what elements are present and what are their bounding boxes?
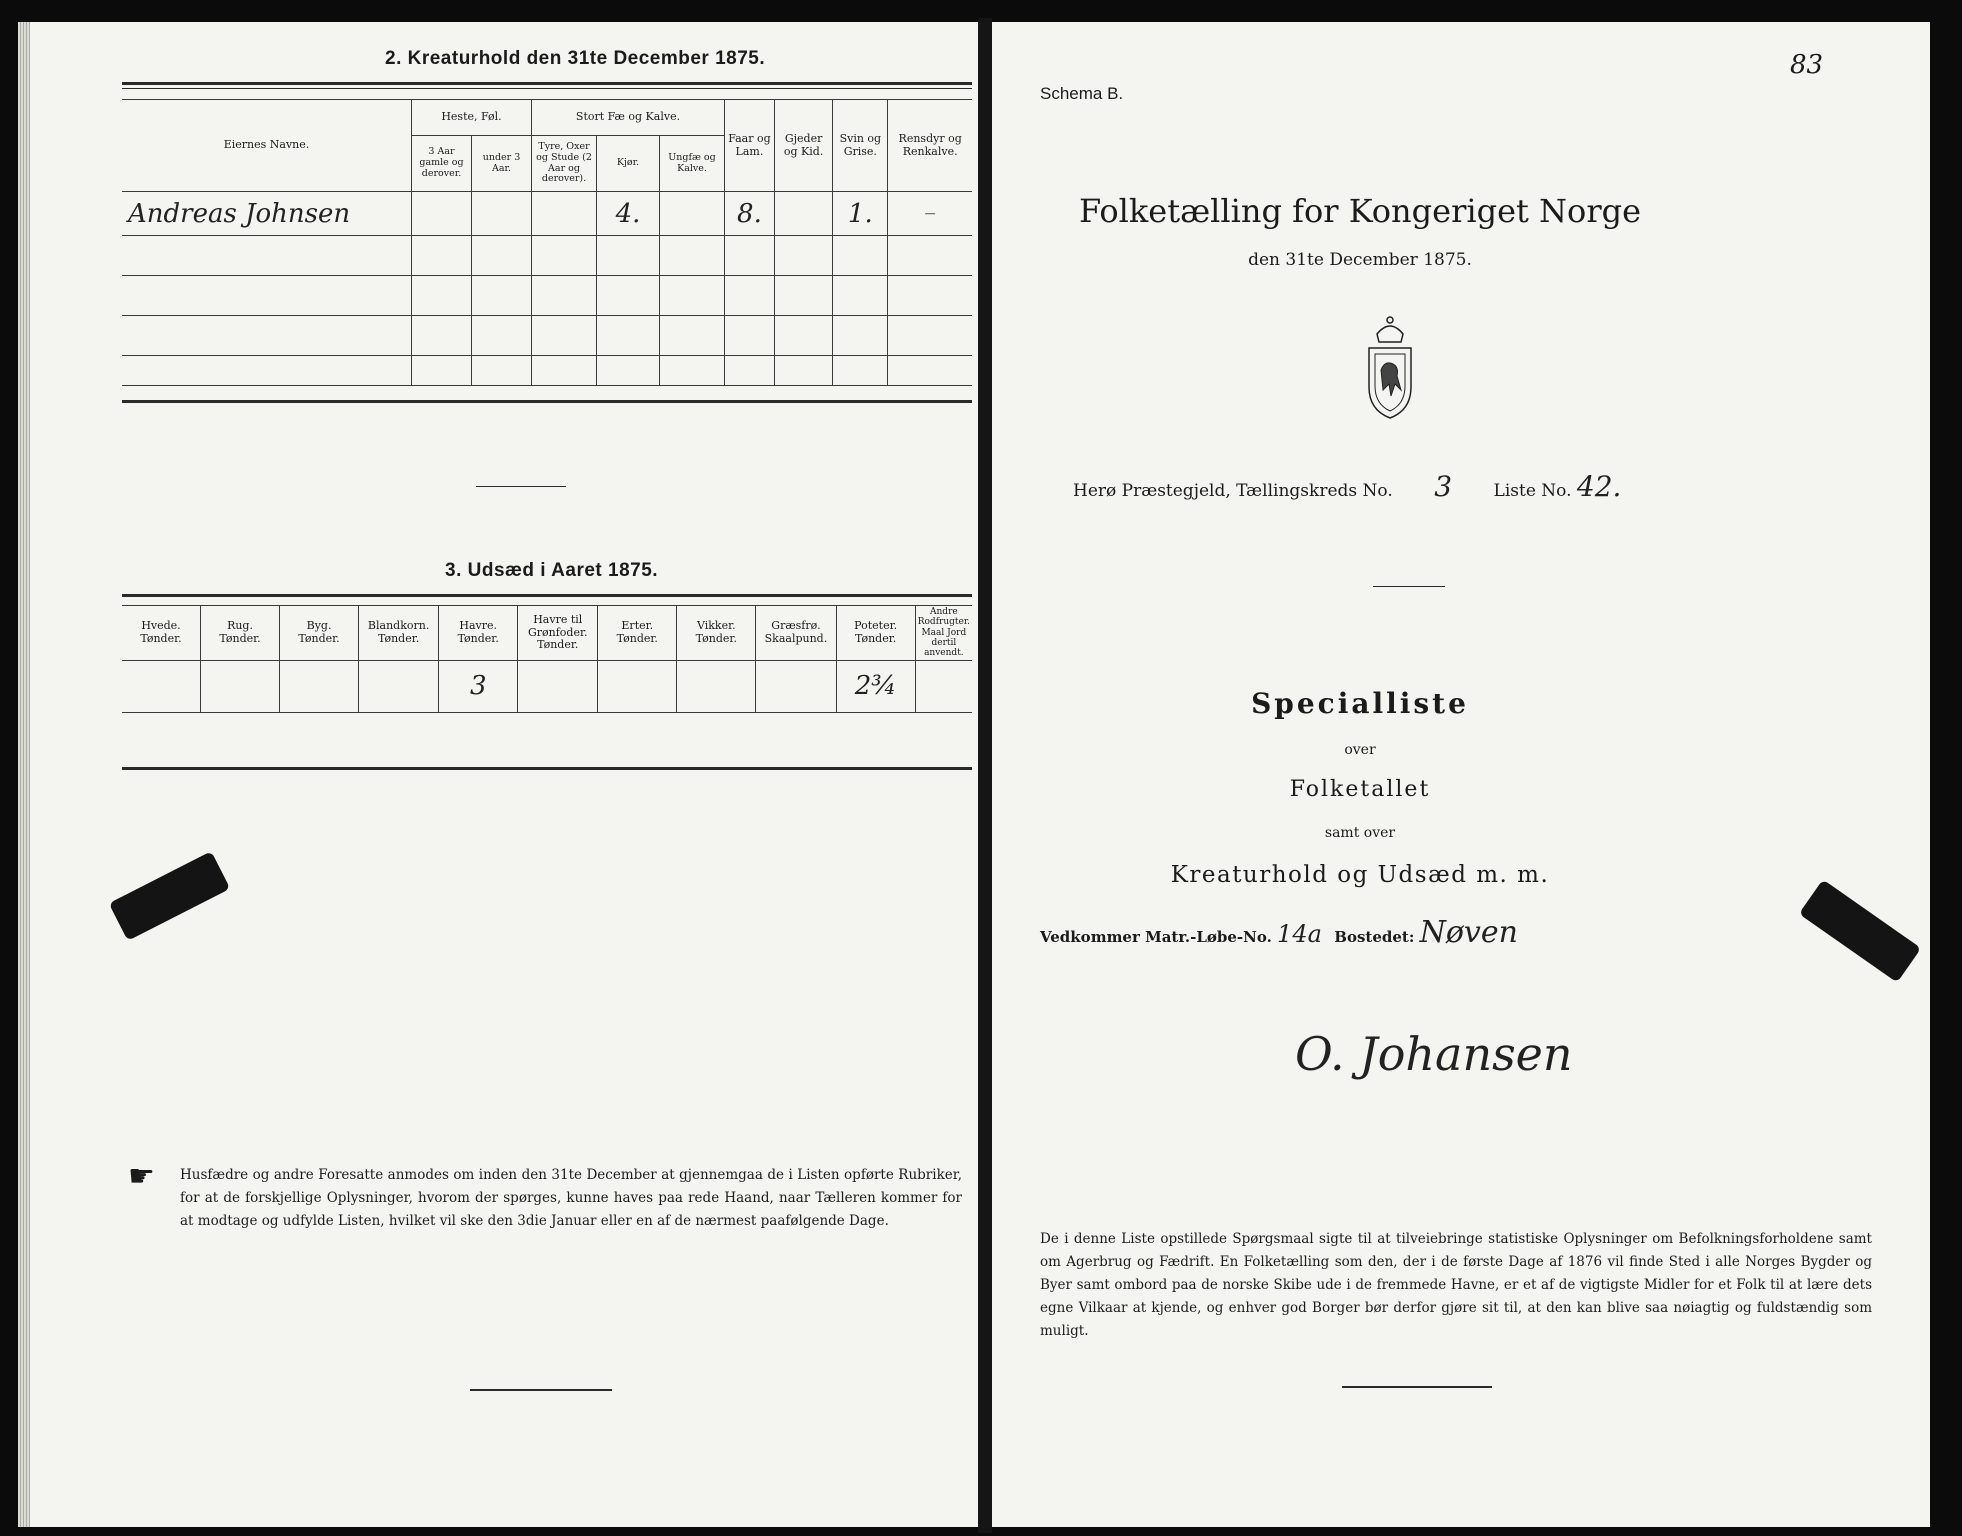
- specialliste-heading: Specialliste: [1251, 687, 1469, 720]
- col-rensdyr: Rensdyr og Renkalve.: [888, 100, 972, 192]
- title-divider: [1373, 586, 1445, 587]
- list-label: Liste No.: [1493, 481, 1572, 501]
- section-divider: [476, 486, 566, 487]
- list-number: 42.: [1576, 470, 1622, 503]
- seed-val-erter: [598, 660, 677, 712]
- col-gjeder: Gjeder og Kid.: [774, 100, 832, 192]
- seed-bottom-rule: [122, 767, 972, 770]
- census-date: den 31te December 1875.: [1248, 250, 1472, 270]
- seed-col-hvede: Hvede. Tønder.: [122, 606, 201, 661]
- cell-kjor: 4.: [597, 192, 660, 236]
- table-row: [122, 316, 972, 356]
- col-kjor: Kjør.: [597, 136, 660, 192]
- footer-text: De i denne Liste opstillede Spørgsmaal sigte til at tilveiebringe statistiske Oplysninger om Befolkningsforholdene samt om Agerbrug og Fædrift. En Folketælling som den, der i de første Dage af 1876 vil finde Sted i alle Norges Bygder og Byer samt ombord paa de norske Skibe ude i de fremmede Havne, er et af de vigtigste Midler for et Folk til at lære dets egne Vilkaar at kjende, og enhver god Borger bør derfor gjøre sit til, at den kan blive saa nøiagtig og fuldstændig som muligt.: [1040, 1231, 1872, 1339]
- section2-title: 2. Kreaturhold den 31te December 1875.: [385, 48, 766, 69]
- seed-val-andre: [915, 660, 972, 712]
- top-double-rule: [122, 82, 972, 85]
- seed-val-poteter: 2¾: [836, 660, 915, 712]
- livestock-bottom-rule: [122, 400, 972, 403]
- seed-val-graesfro: [756, 660, 836, 712]
- seed-val-hvede: [122, 660, 201, 712]
- seed-val-byg: [280, 660, 359, 712]
- district-label: Tællingskreds No.: [1236, 481, 1393, 501]
- cell-ungfae: [660, 192, 725, 236]
- signature: O. Johansen: [1295, 1027, 1573, 1081]
- notice-text: Husfædre og andre Foresatte anmodes om inden den 31te December at gjennemgaa de i Listen opførte Rubriker, for at de forskjellige Oplysninger, hvorom der spørges, kunne haves paa rede Haand, naar Tælleren kommer for at modtage og udfylde Listen, hvilket vil ske den 3die Januar eller en af de nærmest paafølgende Dage.: [180, 1167, 962, 1229]
- cell-heste-u3: [472, 192, 532, 236]
- matr-number: 14a: [1277, 920, 1322, 948]
- col-faar: Faar og Lam.: [725, 100, 775, 192]
- seed-col-andre: Andre Rodfrugter. Maal Jord dertil anvendt.: [915, 606, 972, 661]
- seed-col-vikker: Vikker. Tønder.: [677, 606, 756, 661]
- right-page: [990, 22, 1930, 1527]
- district-number: 3: [1434, 470, 1453, 503]
- matr-line: [1040, 915, 1518, 950]
- col-stort: Stort Fæ og Kalve.: [532, 100, 725, 136]
- section3-title: 3. Udsæd i Aaret 1875.: [445, 560, 659, 581]
- seed-col-byg: Byg. Tønder.: [280, 606, 359, 661]
- seed-val-blandkorn: [359, 660, 439, 712]
- folketallet-heading: Folketallet: [1289, 777, 1431, 802]
- seed-val-rug: [201, 660, 280, 712]
- table-row: [122, 236, 972, 276]
- col-owner: Eiernes Navne.: [122, 100, 412, 192]
- col-svin: Svin og Grise.: [833, 100, 888, 192]
- seed-top-rule: [122, 594, 972, 597]
- top-thin-rule: [122, 88, 972, 89]
- schema-label: Schema B.: [1040, 84, 1124, 103]
- livestock-table: [122, 99, 972, 386]
- cell-svin: 1.: [833, 192, 888, 236]
- seed-val-vikker: [677, 660, 756, 712]
- cell-heste3: [412, 192, 472, 236]
- seed-col-havre-gronfoder: Havre til Grønfoder. Tønder.: [518, 606, 598, 661]
- samt-over-label: samt over: [1324, 825, 1396, 841]
- coat-of-arms-icon: [1355, 312, 1425, 422]
- seed-val-havre-gronfoder: [518, 660, 598, 712]
- cell-rensdyr: —: [888, 192, 972, 236]
- kreaturhold-heading: Kreaturhold og Udsæd m. m.: [1170, 862, 1550, 888]
- cell-tyre: [532, 192, 597, 236]
- table-row: [122, 660, 972, 712]
- pointing-hand-icon: ☛: [128, 1159, 155, 1194]
- over-label: over: [1344, 742, 1376, 758]
- bottom-divider-left: [470, 1389, 612, 1391]
- matr-label: Vedkommer Matr.-Løbe-No.: [1040, 928, 1272, 946]
- book-gutter: [978, 18, 992, 1533]
- seed-table: [122, 605, 972, 713]
- parish-line: [1073, 470, 1621, 503]
- col-heste-under3: under 3 Aar.: [472, 136, 532, 192]
- left-page: [30, 22, 980, 1527]
- seed-col-rug: Rug. Tønder.: [201, 606, 280, 661]
- bosted-value: Nøven: [1419, 915, 1518, 950]
- col-heste: Heste, Føl.: [412, 100, 532, 136]
- seed-col-havre: Havre. Tønder.: [439, 606, 518, 661]
- seed-col-erter: Erter. Tønder.: [598, 606, 677, 661]
- table-row: [122, 356, 972, 386]
- cell-gjeder: [774, 192, 832, 236]
- col-heste-3aar: 3 Aar gamle og derover.: [412, 136, 472, 192]
- seed-col-poteter: Poteter. Tønder.: [836, 606, 915, 661]
- col-ungfae: Ungfæ og Kalve.: [660, 136, 725, 192]
- bosted-label: Bostedet:: [1334, 928, 1415, 946]
- parish-label: Herø Præstegjeld,: [1073, 481, 1231, 501]
- page-number: 83: [1790, 50, 1824, 80]
- seed-val-havre: 3: [439, 660, 518, 712]
- table-row: [122, 192, 972, 236]
- table-row: [122, 276, 972, 316]
- bottom-divider-right: [1342, 1386, 1492, 1388]
- main-title: Folketælling for Kongeriget Norge: [1078, 192, 1642, 230]
- cell-faar: 8.: [725, 192, 775, 236]
- seed-col-blandkorn: Blandkorn. Tønder.: [359, 606, 439, 661]
- col-tyre: Tyre, Oxer og Stude (2 Aar og derover).: [532, 136, 597, 192]
- owner-name: Andreas Johnsen: [122, 192, 412, 236]
- seed-col-graesfro: Græsfrø. Skaalpund.: [756, 606, 836, 661]
